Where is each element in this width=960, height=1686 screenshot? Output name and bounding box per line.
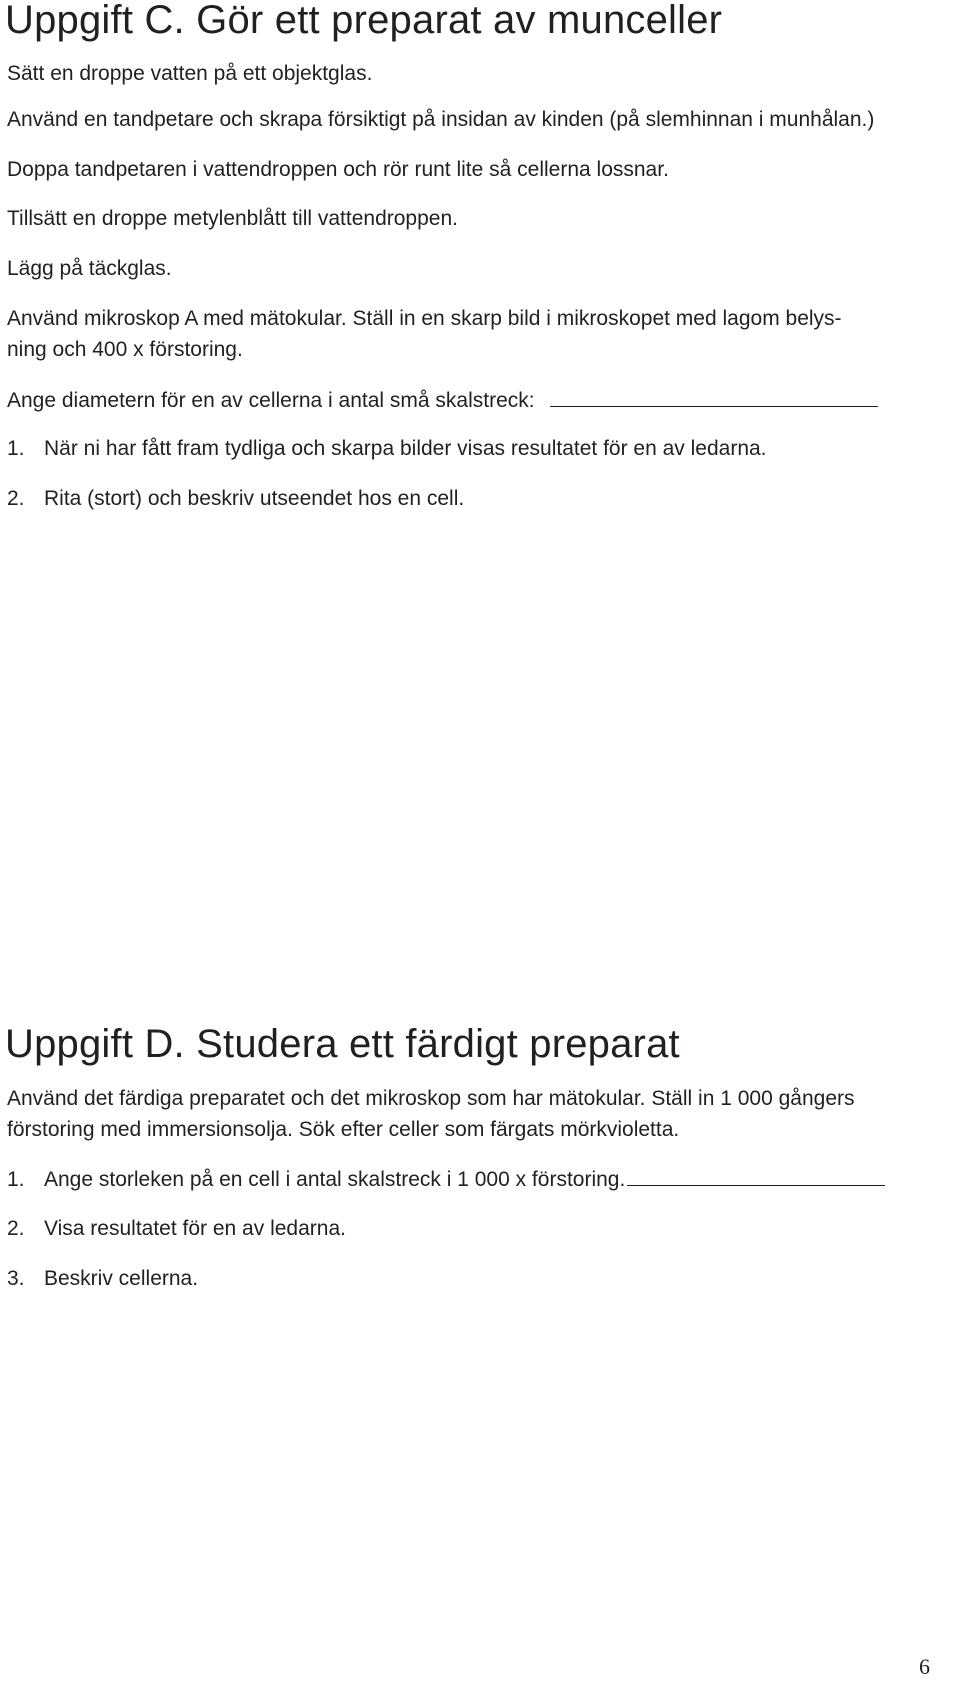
instruction-line: Doppa tandpetaren i vattendroppen och rör runt lite så cellerna lossnar. (7, 158, 669, 181)
diameter-answer-blank[interactable] (550, 384, 878, 407)
step-number: 1. (7, 1168, 25, 1191)
page-number: 6 (919, 1654, 930, 1679)
numbered-step (7, 1163, 885, 1196)
instruction-line: Använd en tandpetare och skrapa försiktigt på insidan av kinden (på slemhinnan i munhålan.) (7, 108, 875, 131)
instruction-line: Lägg på täckglas. (7, 257, 172, 280)
cell-size-answer-blank[interactable] (627, 1163, 885, 1186)
section-c-title: Uppgift C. Gör ett preparat av munceller (5, 0, 723, 42)
numbered-step (7, 483, 464, 515)
step-text: Ange storleken på en cell i antal skalstreck i 1 000 x förstoring. (44, 1168, 626, 1191)
instruction-line: Använd det färdiga preparatet och det mikroskop som har mätokular. Ställ in 1 000 gångers (7, 1087, 855, 1110)
instruction-line: Använd mikroskop A med mätokular. Ställ in en skarp bild i mikroskopet med lagom belys- (7, 307, 842, 330)
instruction-line: förstoring med immersionsolja. Sök efter celler som färgats mörkvioletta. (7, 1118, 680, 1141)
step-number: 2. (7, 1217, 25, 1240)
instruction-line: ning och 400 x förstoring. (7, 338, 243, 361)
numbered-step (7, 1263, 198, 1295)
numbered-step (7, 1213, 346, 1245)
step-number: 2. (7, 487, 25, 510)
section-d-title: Uppgift D. Studera ett färdigt preparat (5, 1022, 680, 1066)
instruction-line: Sätt en droppe vatten på ett objektglas. (7, 62, 373, 85)
diameter-question (7, 384, 878, 417)
step-text: När ni har fått fram tydliga och skarpa bilder visas resultatet för en av ledarna. (44, 437, 767, 460)
step-text: Beskriv cellerna. (44, 1267, 199, 1290)
step-text: Rita (stort) och beskriv utseendet hos en cell. (44, 487, 465, 510)
numbered-step (7, 433, 767, 465)
step-number: 3. (7, 1267, 25, 1290)
diameter-question-text: Ange diametern för en av cellerna i antal små skalstreck: (7, 389, 535, 412)
step-text: Visa resultatet för en av ledarna. (44, 1217, 346, 1240)
step-number: 1. (7, 437, 25, 460)
instruction-line: Tillsätt en droppe metylenblått till vattendroppen. (7, 207, 458, 230)
